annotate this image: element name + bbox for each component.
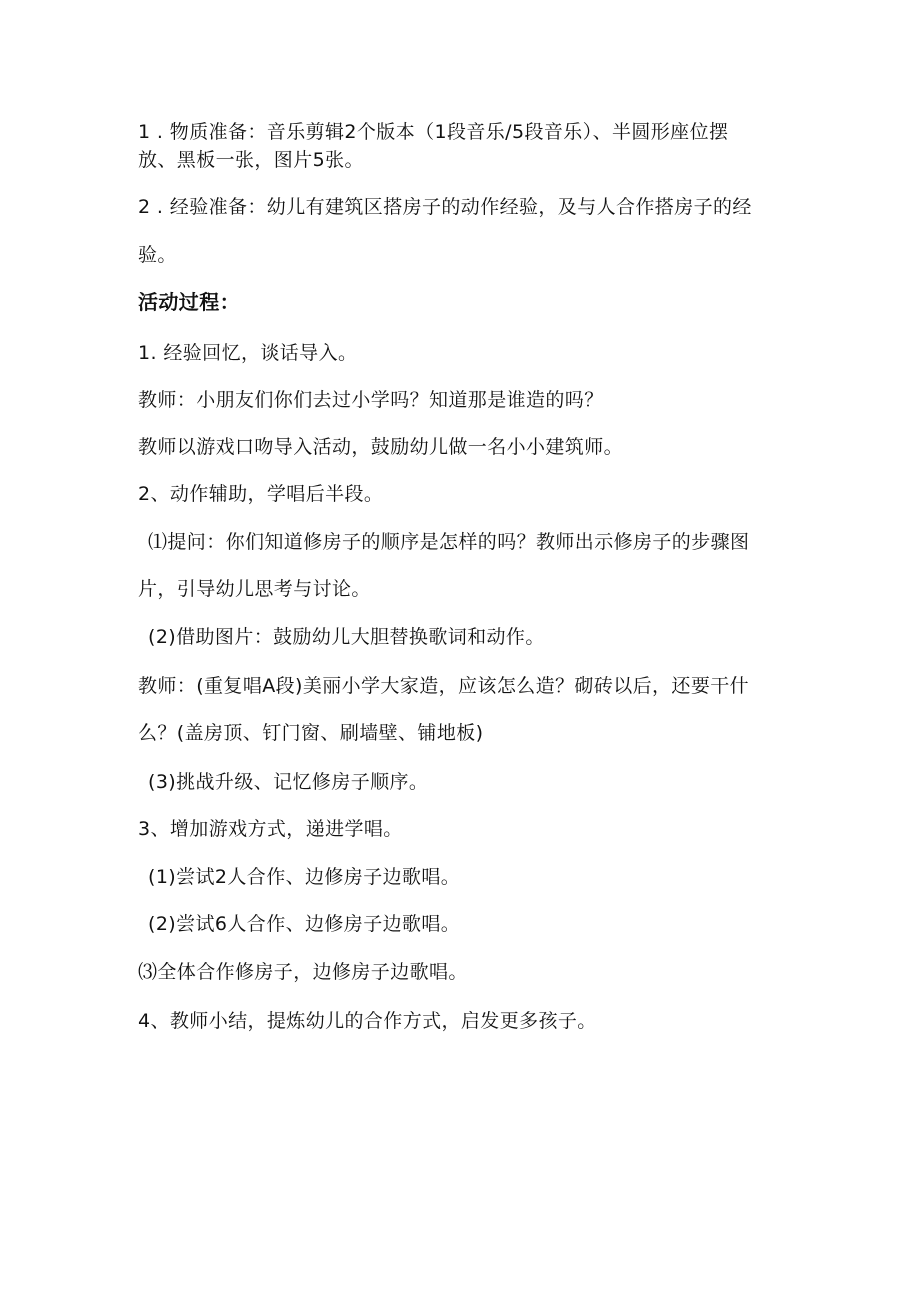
- step-3-title: 3、增加游戏方式，递进学唱。: [138, 818, 403, 840]
- experience-prep-line-2: 验。: [138, 244, 177, 266]
- material-prep-line-1: 1 . 物质准备：音乐剪辑2个版本（1段音乐/5段音乐）、半圆形座位摆: [138, 121, 729, 143]
- step-2-item-1-line-1: ⑴提问：你们知道修房子的顺序是怎样的吗？教师出示修房子的步骤图: [148, 531, 750, 553]
- step-2-title: 2、动作辅助，学唱后半段。: [138, 483, 384, 505]
- step-1-teacher-question: 教师：小朋友们你们去过小学吗？知道那是谁造的吗？: [138, 389, 604, 411]
- step-3-item-3: ⑶全体合作修房子，边修房子边歌唱。: [138, 961, 468, 983]
- step-3-item-2: (2)尝试6人合作、边修房子边歌唱。: [148, 913, 461, 935]
- step-2-item-1-line-2: 片，引导幼儿思考与讨论。: [138, 578, 371, 600]
- step-2-teacher-line-1: 教师：(重复唱A段)美丽小学大家造，应该怎么造？砌砖以后，还要干什: [138, 675, 750, 697]
- section-heading: 活动过程：: [138, 290, 240, 314]
- material-prep-line-2: 放、黑板一张，图片5张。: [138, 149, 364, 171]
- step-4-title: 4、教师小结，提炼幼儿的合作方式，启发更多孩子。: [138, 1010, 597, 1032]
- step-2-item-3: (3)挑战升级、记忆修房子顺序。: [148, 771, 429, 793]
- step-1-teacher-intro: 教师以游戏口吻导入活动，鼓励幼儿做一名小小建筑师。: [138, 436, 624, 458]
- step-3-item-1: (1)尝试2人合作、边修房子边歌唱。: [148, 866, 461, 888]
- step-2-item-2: (2)借助图片：鼓励幼儿大胆替换歌词和动作。: [148, 626, 545, 648]
- step-1-title: 1. 经验回忆，谈话导入。: [138, 342, 358, 364]
- experience-prep-line-1: 2 . 经验准备：幼儿有建筑区搭房子的动作经验，及与人合作搭房子的经: [138, 196, 752, 218]
- step-2-teacher-line-2: 么？(盖房顶、钉门窗、刷墙壁、铺地板): [138, 722, 484, 744]
